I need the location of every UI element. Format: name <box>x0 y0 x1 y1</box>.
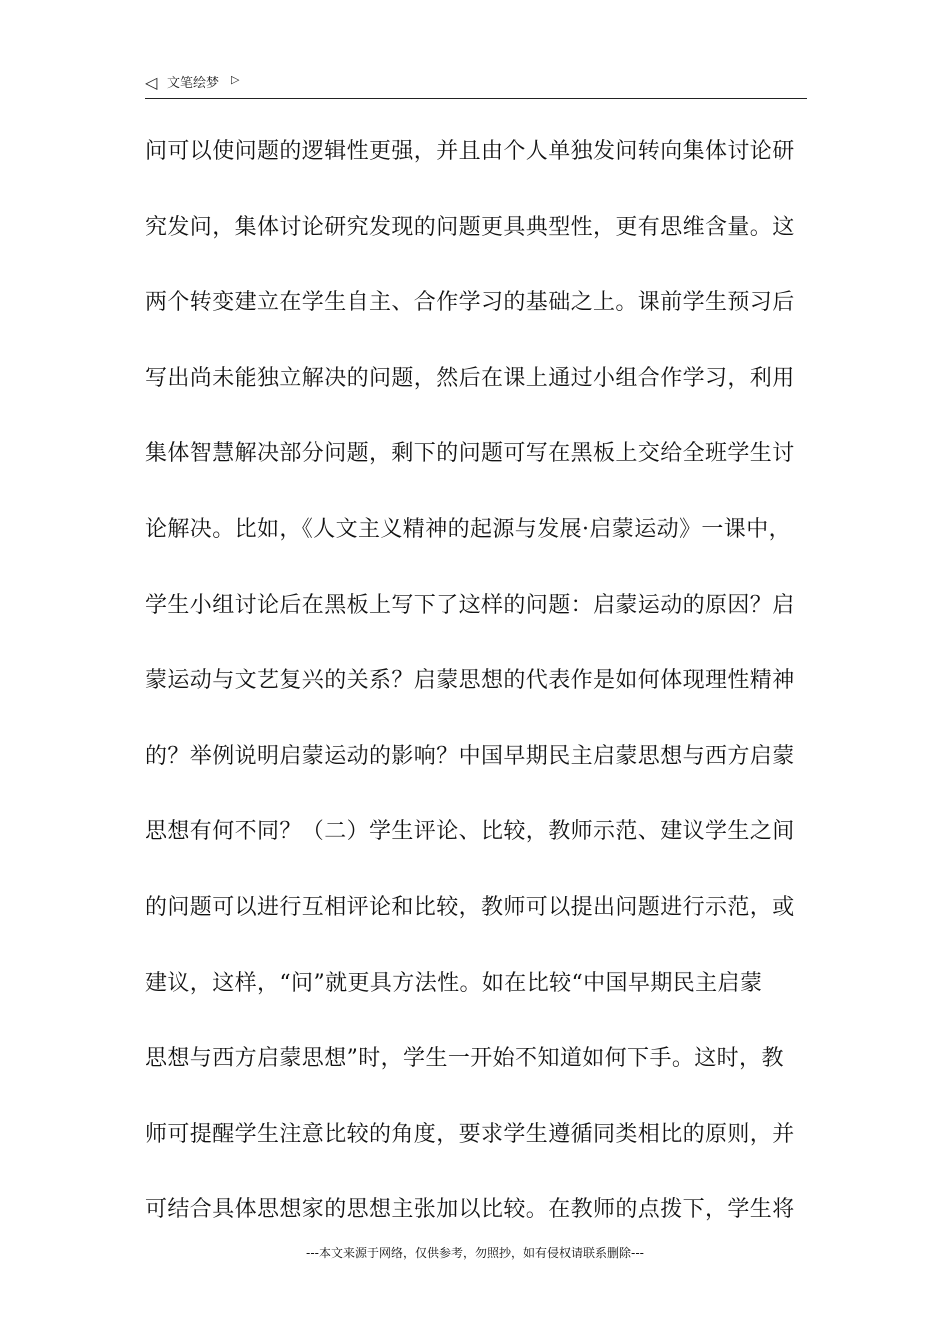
body-line: 的问题可以进行互相评论和比较，教师可以提出问题进行示范，或 <box>145 894 795 920</box>
body-line: 思想与西方启蒙思想”时，学生一开始不知道如何下手。这时，教 <box>145 1046 784 1072</box>
body-line: 师可提醒学生注意比较的角度，要求学生遵循同类相比的原则，并 <box>145 1121 795 1147</box>
body-line: 建议，这样，“问”就更具方法性。如在比较“中国早期民主启蒙 <box>145 970 763 996</box>
body-line: 可结合具体思想家的思想主张加以比较。在教师的点拨下，学生将 <box>145 1197 795 1223</box>
page-header <box>145 70 807 99</box>
body-line: 写出尚未能独立解决的问题，然后在课上通过小组合作学习，利用 <box>145 365 795 391</box>
left-triangle-icon: ◁ <box>145 73 158 92</box>
body-line: 问可以使问题的逻辑性更强，并且由个人单独发问转向集体讨论研 <box>145 139 795 164</box>
body-line: 集体智慧解决部分问题，剩下的问题可写在黑板上交给全班学生讨 <box>145 441 795 467</box>
document-body <box>145 132 825 1266</box>
header-brand: 文笔绘梦 <box>167 76 220 91</box>
right-triangle-icon: ▷ <box>231 73 240 86</box>
body-line: 蒙运动与文艺复兴的关系？启蒙思想的代表作是如何体现理性精神 <box>145 668 795 694</box>
body-line: 的？举例说明启蒙运动的影响？中国早期民主启蒙思想与西方启蒙 <box>145 743 795 769</box>
body-line: 学生小组讨论后在黑板上写下了这样的问题：启蒙运动的原因？启 <box>145 592 795 618</box>
body-line: 论解决。比如，《人文主义精神的起源与发展·启蒙运动》一课中， <box>145 516 791 542</box>
body-line: 思想有何不同？（二）学生评论、比较，教师示范、建议学生之间 <box>145 819 795 845</box>
footer-disclaimer: ---本文来源于网络，仅供参考，勿照抄，如有侵权请联系删除--- <box>306 1246 644 1260</box>
body-line: 两个转变建立在学生自主、合作学习的基础之上。课前学生预习后 <box>145 290 795 316</box>
body-line: 究发问，集体讨论研究发现的问题更具典型性，更有思维含量。这 <box>145 214 795 240</box>
